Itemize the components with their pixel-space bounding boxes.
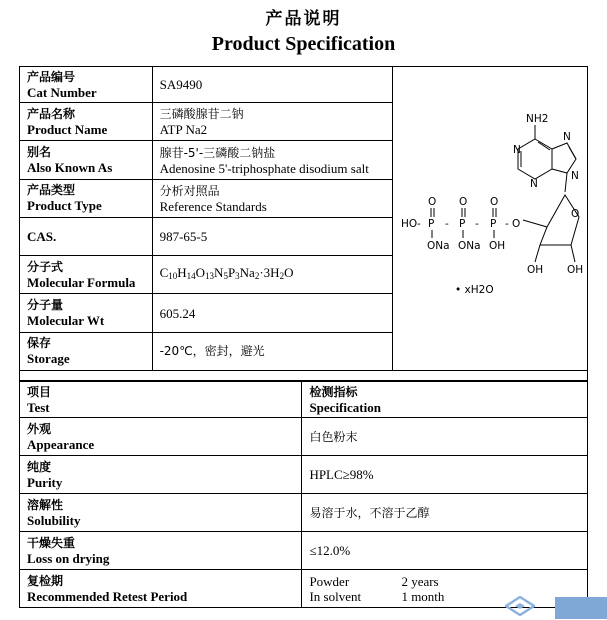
retest-solvent: In solvent 1 month — [309, 588, 445, 604]
test-row-purity — [20, 456, 588, 494]
o-label: O — [459, 196, 468, 208]
info-value: 分析对照品 Reference Standards — [152, 179, 392, 217]
spacer-row — [20, 371, 588, 381]
info-label: 分子式 Molecular Formula — [20, 256, 153, 294]
test-label: 复检期 Recommended Retest Period — [20, 570, 302, 608]
molecular-formula-text: $C_{10}H_{14}O_{13}N_5P_3Na_2\cdot 3H_2O$ — [159, 265, 294, 282]
p-label: P — [459, 218, 466, 230]
ring-oxygen-label: O — [571, 208, 580, 220]
atp-structure-diagram — [395, 67, 585, 367]
info-label: CAS. — [20, 217, 153, 255]
svg-text:-: - — [417, 218, 421, 230]
info-value: 三磷酸腺苷二钠 ATP Na2 — [152, 103, 392, 141]
test-label: 外观 Appearance — [20, 418, 302, 456]
test-row-appearance — [20, 418, 588, 456]
molecular-formula-value — [152, 256, 392, 294]
ho-label: HO — [401, 218, 418, 230]
ona-label: ONa — [427, 240, 450, 252]
o-label: O — [512, 218, 521, 230]
test-label: 干燥失重 Loss on drying — [20, 532, 302, 570]
n-label: N — [571, 170, 579, 182]
oh-label: OH — [489, 240, 506, 252]
spec-header: 检测指标 Specification — [302, 382, 588, 418]
info-label: 产品类型 Product Type — [20, 179, 153, 217]
info-label: 别名 Also Known As — [20, 141, 153, 179]
test-row-loss-on-drying — [20, 532, 588, 570]
n-label: N — [563, 131, 571, 143]
info-value: 605.24 — [152, 294, 392, 332]
oh-label: OH — [527, 264, 544, 276]
info-label: 产品编号 Cat Number — [20, 67, 153, 103]
info-value: -20℃，密封，避光 — [152, 332, 392, 370]
info-value: SA9490 — [152, 67, 392, 103]
p-label: P — [428, 218, 435, 230]
p-label: P — [490, 218, 497, 230]
ribose-ring — [523, 195, 579, 262]
o-label: O — [428, 196, 437, 208]
test-value: ≤12.0% — [302, 532, 588, 570]
diamond-logo — [505, 596, 535, 616]
o-label: O — [490, 196, 499, 208]
ona-label: ONa — [458, 240, 481, 252]
test-label: 溶解性 Solubility — [20, 494, 302, 532]
info-label: 产品名称 Product Name — [20, 103, 153, 141]
info-label: 分子量 Molecular Wt — [20, 294, 153, 332]
page-title-cn: 产品说明 — [265, 9, 342, 29]
test-label: 纯度 Purity — [20, 456, 302, 494]
test-value: HPLC≥98% — [302, 456, 588, 494]
retest-powder: Powder 2 years — [309, 573, 439, 589]
svg-text:-: - — [445, 218, 449, 230]
hydrate-label: • xH2O — [455, 284, 494, 296]
test-header: 项目 Test — [20, 382, 302, 418]
oh-label: OH — [567, 264, 584, 276]
test-value: 易溶于水，不溶于乙醇 — [302, 494, 588, 532]
test-value: 白色粉末 — [302, 418, 588, 456]
test-row-solubility — [20, 494, 588, 532]
retest-value — [302, 570, 588, 608]
info-value: 腺苷-5'-三磷酸二钠盐 Adenosine 5'-triphosphate disodium salt — [152, 141, 392, 179]
page-title-en: Product Specification — [211, 33, 396, 55]
svg-text:-: - — [475, 218, 479, 230]
test-row-retest-period — [20, 570, 588, 608]
nh2-label: NH2 — [526, 113, 549, 125]
svg-text:-: - — [505, 218, 509, 230]
test-spec-table — [19, 381, 588, 608]
chemical-structure — [393, 67, 588, 371]
info-row-cat-number — [20, 67, 588, 103]
watermark-bar — [555, 597, 607, 619]
info-value: 987-65-5 — [152, 217, 392, 255]
n-label: N — [513, 144, 521, 156]
product-info-table — [19, 66, 588, 381]
info-label: 保存 Storage — [20, 332, 153, 370]
test-header-row — [20, 382, 588, 418]
n-label: N — [530, 178, 538, 190]
